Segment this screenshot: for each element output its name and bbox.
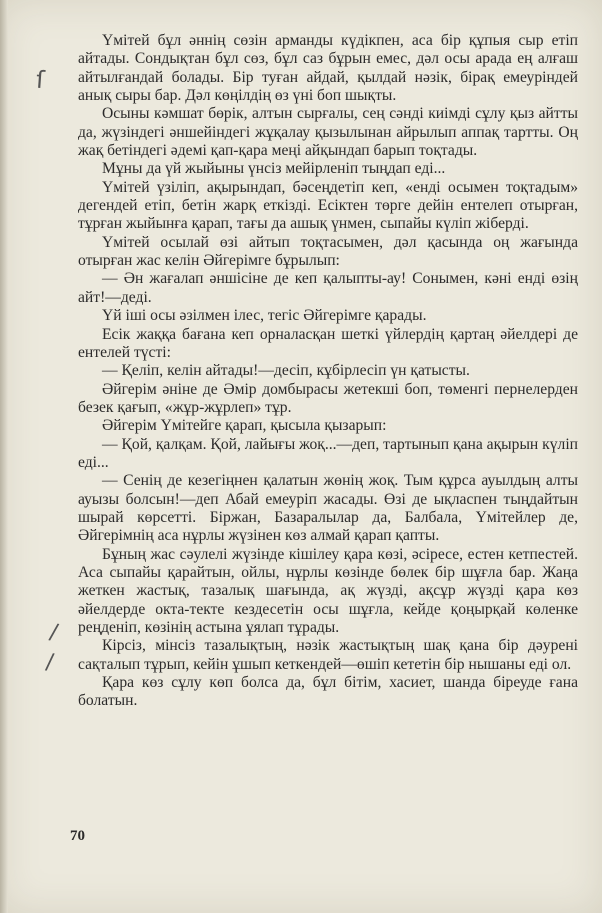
paragraph: Үмітей осылай өзі айтып тоқтасымен, дәл қасында оң жағында отырған жас келін Әйгерімге бұрылып: [78,233,578,270]
pencil-margin-mark: / [47,619,60,646]
paragraph: Үй іші осы әзілмен ілес, тегіс Әйгерімге қарады. [102,307,427,325]
paragraph: Үмітей бұл әннің сөзін арманды күдікпен, аса бір құпыя сыр етіп айтады. Сондықтан бұл сөз, бұл саз бұрын емес, дәл осы арада ең алғаш айтылғандай болады. Бір туған айдай, қылдай нәзік, бірақ емеуріндей анық сыры бар. Дәл көңілдің өз үні боп шықты. [78,32,578,105]
paragraph: — Сенің де кезегіңнен қалатын жөнің жоқ. Тым құрса ауылдың алты ауызы болсын!—деп Абай емеуріп жасады. Өзі де ықласпен тыңдайтын шырай көрсетті. Біржан, Базаралылар да, Балбала, Үмітейлер де, Әйгерімнің аса нұрлы жүзінен көз алмай қарап қапты. [78,472,578,545]
paragraph: — Қой, қалқам. Қой, лайығы жоқ...—деп, тартынып қана ақырын күліп еді... [78,435,578,471]
page-spine-shadow [0,0,8,913]
page-number: 70 [70,828,85,844]
paragraph: Үмітей үзіліп, ақырындап, бәсеңдетіп кеп, «енді осымен тоқтадым» дегендей етіп, бетін жарқ еткізді. Есіктен төрге дейін ентелеп отырған, тұрған жыйынға қарап, тағы да ашық үнмен, сыпайы күліп жіберді. [78,178,578,233]
body-text [78,32,578,711]
paragraph: Әйгерім Үмітейге қарап, қысыла қызарып: [102,417,387,435]
paragraph: Әйгерім әніне де Әмір домбырасы жетекші боп, төменгі пернелерден безек қағып, «жұр-жұрлеп» тұр. [78,380,578,416]
pencil-margin-mark: / [44,649,56,676]
pencil-margin-mark: ſ [35,65,46,95]
paragraph: — Қеліп, келін айтады!—десіп, кұбірлесіп үн қатысты. [102,362,470,380]
paragraph: Бұның жас сәулелі жүзінде кішілеу қара көзі, әсіресе, естен кетпестей. Аса сыпайы қарайтын, ойлы, нұрлы көзінде бөлек бір шұғла бар. Жаңа жеткен жастық, тазалық шағында, ақ жүзді, ақсұр жүзді қара көз әйелдерде окта-текте кездесетін осы шұғла, кейде қоңырқай көленке реңденіп, көзінің астына ұялап тұрады. [78,545,578,636]
paragraph: Осыны кәмшат бөрік, алтын сырғалы, сең сәнді киімді сұлу қыз айтты да, жүзіндегі әншейіндегі жұқалау қызылынан айрылып аппақ тартты. Оң жақ бетіндегі әдемі қап-қара меңі айқындап барып тоқтады. [78,105,578,160]
paragraph: — Ән жағалап әншісіне де кеп қалыпты-ау! Сонымен, кәні енді өзің айт!—деді. [78,270,578,306]
paragraph: Кірсіз, мінсіз тазалықтың, нәзік жастықтың шақ қана бір дәуренi сақталып тұрып, кейін ұшып кеткендей—өшіп кететін бір нышаны еді ол. [78,637,578,673]
paragraph: Мұны да үй жыйыны үнсіз мейірленіп тыңдап еді... [102,160,446,178]
paragraph: Есік жаққа бағана кеп орналасқан шеткі үйлердің қартаң әйелдері де ентелей түсті: [78,325,578,361]
paragraph: Қара көз сұлу көп болса да, бұл бітім, хасиет, шанда біреуде ғана болатын. [78,674,578,710]
